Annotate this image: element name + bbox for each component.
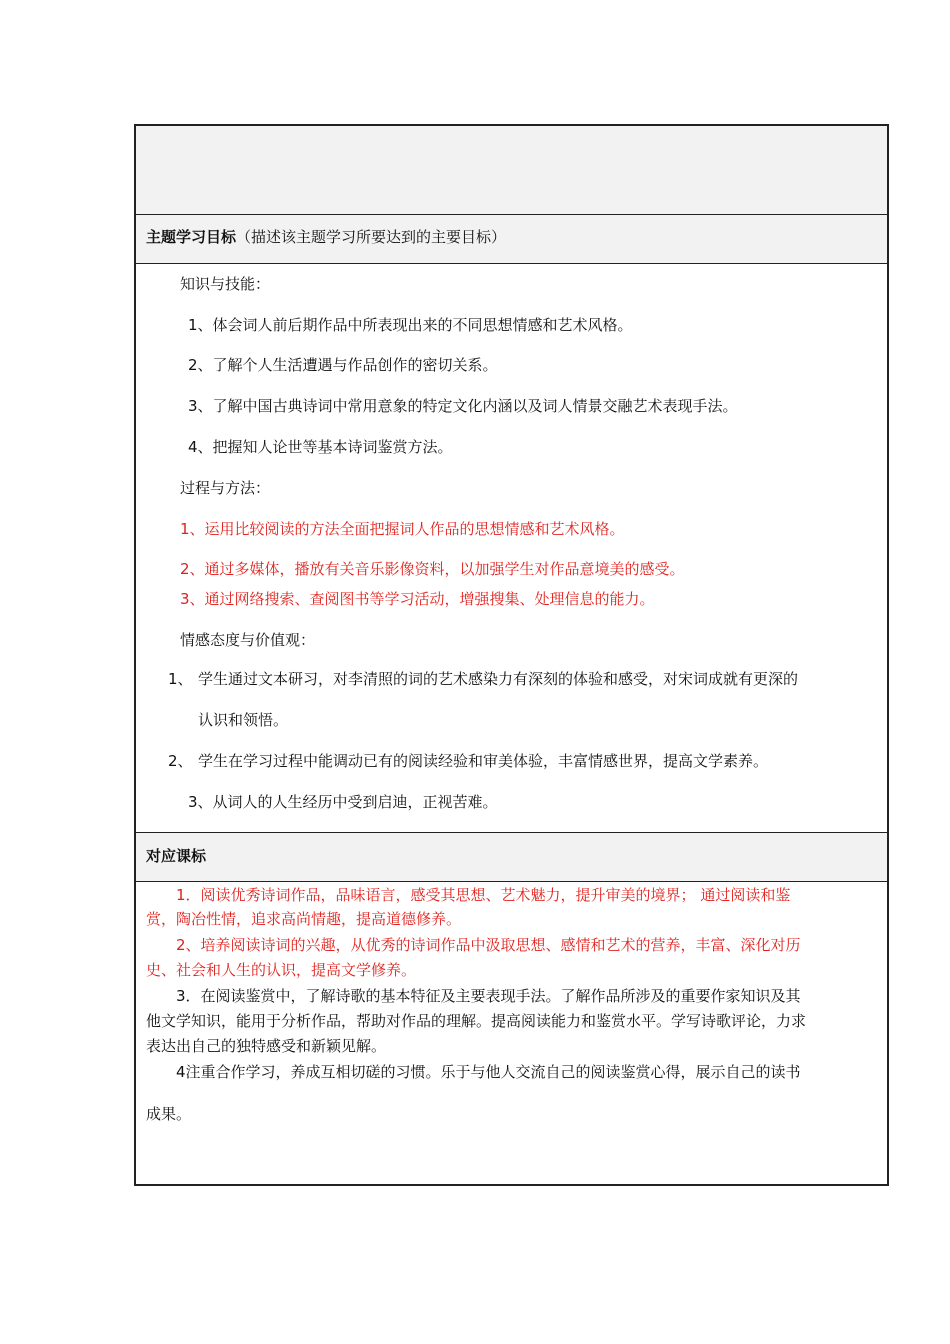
standard-paragraph-line: 3．在阅读鉴赏中，了解诗歌的基本特征及主要表现手法。了解作品所涉及的重要作家知识及其 <box>176 987 801 1005</box>
standards-body <box>136 882 887 1184</box>
process-item: 1、运用比较阅读的方法全面把握词人作品的思想情感和艺术风格。 <box>180 520 625 538</box>
emotion-item-number: 2、 <box>168 752 193 770</box>
standard-paragraph-line: 2、培养阅读诗词的兴趣，从优秀的诗词作品中汲取思想、感情和艺术的营养，丰富、深化对历 <box>176 936 801 954</box>
emotion-item-text: 学生通过文本研习，对李清照的词的艺术感染力有深刻的体验和感受，对宋词成就有更深的 <box>198 670 799 688</box>
knowledge-title: 知识与技能： <box>180 275 271 293</box>
top-empty-row <box>136 126 887 215</box>
standard-paragraph-line: 史、社会和人生的认识，提高文学修养。 <box>146 961 417 979</box>
process-item: 3、通过网络搜索、查阅图书等学习活动，增强搜集、处理信息的能力。 <box>180 590 655 608</box>
knowledge-item: 3、了解中国古典诗词中常用意象的特定文化内涵以及词人情景交融艺术表现手法。 <box>188 397 738 415</box>
knowledge-item: 1、体会词人前后期作品中所表现出来的不同思想情感和艺术风格。 <box>188 316 633 334</box>
knowledge-item: 2、了解个人生活遭遇与作品创作的密切关系。 <box>188 356 498 374</box>
standard-paragraph-line: 4注重合作学习，养成互相切磋的习惯。乐于与他人交流自己的阅读鉴赏心得，展示自己的读书 <box>176 1063 801 1081</box>
goals-body <box>136 264 887 832</box>
emotion-item-text: 学生在学习过程中能调动已有的阅读经验和审美体验，丰富情感世界，提高文学素养。 <box>198 752 769 770</box>
goals-heading-row <box>136 215 887 264</box>
standard-paragraph-line: 成果。 <box>146 1105 192 1123</box>
process-item: 2、通过多媒体，播放有关音乐影像资料，以加强学生对作品意境美的感受。 <box>180 560 685 578</box>
lesson-plan-table <box>134 124 889 1186</box>
emotion-item-text: 3、从词人的人生经历中受到启迪，正视苦难。 <box>188 793 498 811</box>
emotion-item-number: 1、 <box>168 670 193 688</box>
standard-paragraph-line: 他文学知识，能用于分析作品，帮助对作品的理解。提高阅读能力和鉴赏水平。学写诗歌评论，力求 <box>146 1012 807 1030</box>
standards-heading-row <box>136 833 887 882</box>
emotion-title: 情感态度与价值观： <box>180 631 316 649</box>
standards-heading: 对应课标 <box>146 847 207 865</box>
goals-heading-hint: （描述该主题学习所要达到的主要目标） <box>236 228 507 246</box>
emotion-item-text: 认识和领悟。 <box>198 711 289 729</box>
goals-heading <box>146 227 506 247</box>
standard-paragraph-line: 1．阅读优秀诗词作品，品味语言，感受其思想、艺术魅力，提升审美的境界； 通过阅读和鉴 <box>176 886 791 904</box>
standard-paragraph-line: 赏，陶冶性情，追求高尚情趣，提高道德修养。 <box>146 910 462 928</box>
process-title: 过程与方法： <box>180 479 271 497</box>
standard-paragraph-line: 表达出自己的独特感受和新颖见解。 <box>146 1037 387 1055</box>
goals-heading-title: 主题学习目标 <box>146 228 237 246</box>
knowledge-item: 4、把握知人论世等基本诗词鉴赏方法。 <box>188 438 453 456</box>
